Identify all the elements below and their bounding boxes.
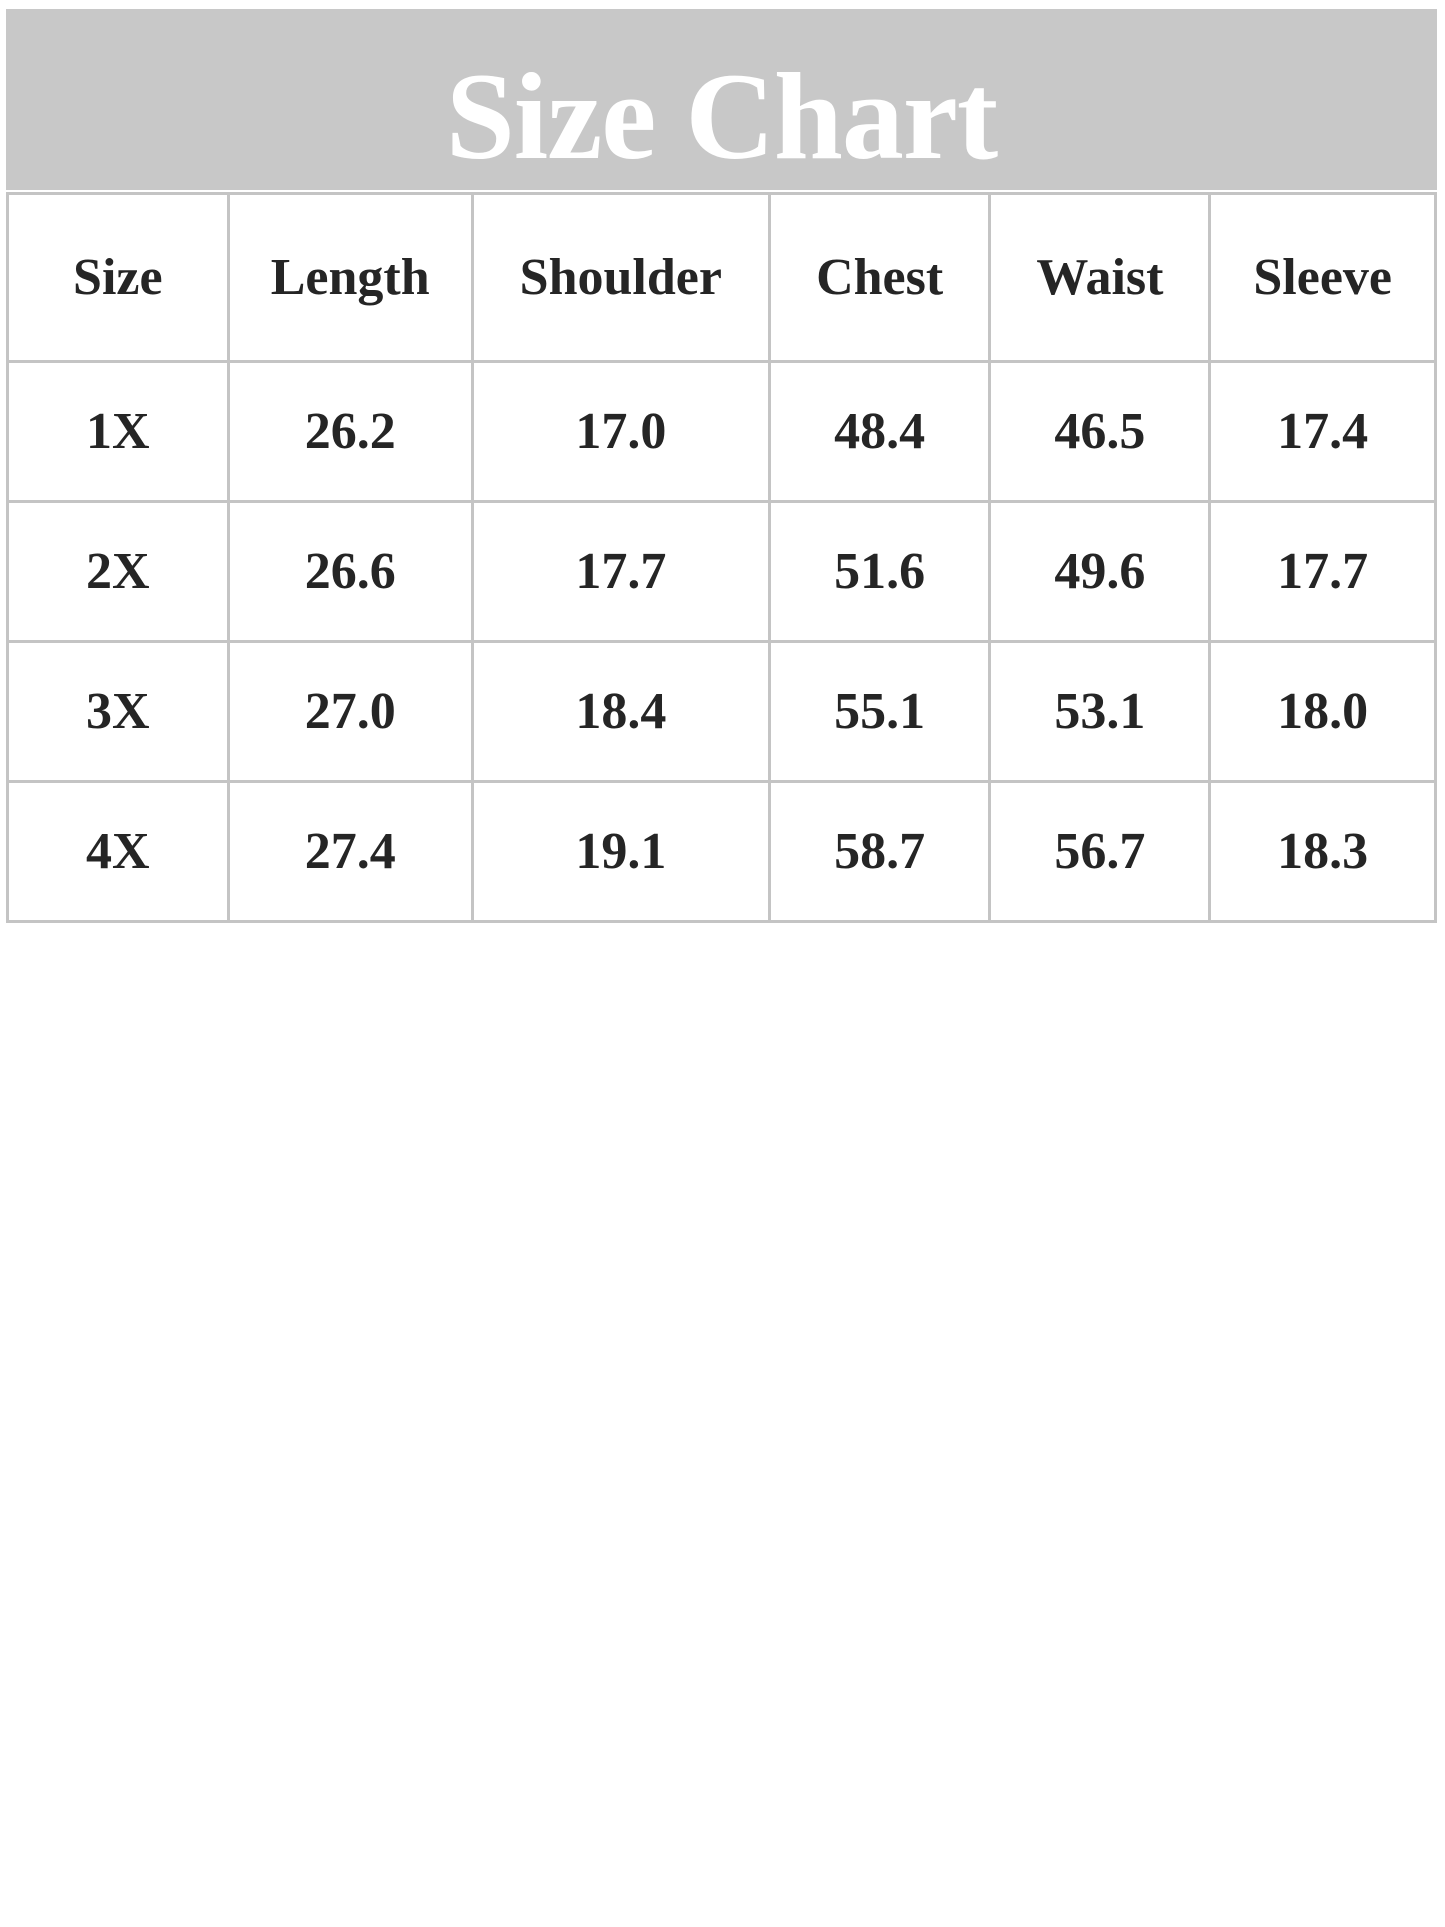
waist-cell: 53.1 xyxy=(990,642,1210,782)
sleeve-cell: 17.4 xyxy=(1210,362,1436,502)
page-title: Size Chart xyxy=(445,48,998,185)
chest-cell: 58.7 xyxy=(769,782,990,922)
column-header-chest: Chest xyxy=(769,194,990,362)
column-header-size: Size xyxy=(8,194,229,362)
size-label-cell: 4X xyxy=(8,782,229,922)
length-cell: 26.2 xyxy=(228,362,472,502)
length-cell: 27.4 xyxy=(228,782,472,922)
waist-cell: 49.6 xyxy=(990,502,1210,642)
size-label-cell: 1X xyxy=(8,362,229,502)
length-cell: 26.6 xyxy=(228,502,472,642)
shoulder-cell: 18.4 xyxy=(472,642,769,782)
sleeve-cell: 17.7 xyxy=(1210,502,1436,642)
size-label-cell: 3X xyxy=(8,642,229,782)
waist-cell: 46.5 xyxy=(990,362,1210,502)
chest-cell: 48.4 xyxy=(769,362,990,502)
shoulder-cell: 17.7 xyxy=(472,502,769,642)
size-chart-panel xyxy=(6,9,1437,923)
size-label-cell: 2X xyxy=(8,502,229,642)
size-chart-table xyxy=(6,192,1437,923)
table-row-2x xyxy=(8,502,1436,642)
table-row-3x xyxy=(8,642,1436,782)
column-header-shoulder: Shoulder xyxy=(472,194,769,362)
length-cell: 27.0 xyxy=(228,642,472,782)
shoulder-cell: 17.0 xyxy=(472,362,769,502)
sleeve-cell: 18.0 xyxy=(1210,642,1436,782)
title-banner xyxy=(6,9,1437,190)
table-row-1x xyxy=(8,362,1436,502)
shoulder-cell: 19.1 xyxy=(472,782,769,922)
sleeve-cell: 18.3 xyxy=(1210,782,1436,922)
waist-cell: 56.7 xyxy=(990,782,1210,922)
column-header-length: Length xyxy=(228,194,472,362)
column-header-sleeve: Sleeve xyxy=(1210,194,1436,362)
chest-cell: 51.6 xyxy=(769,502,990,642)
column-header-waist: Waist xyxy=(990,194,1210,362)
chest-cell: 55.1 xyxy=(769,642,990,782)
table-row-4x xyxy=(8,782,1436,922)
header-row xyxy=(8,194,1436,362)
